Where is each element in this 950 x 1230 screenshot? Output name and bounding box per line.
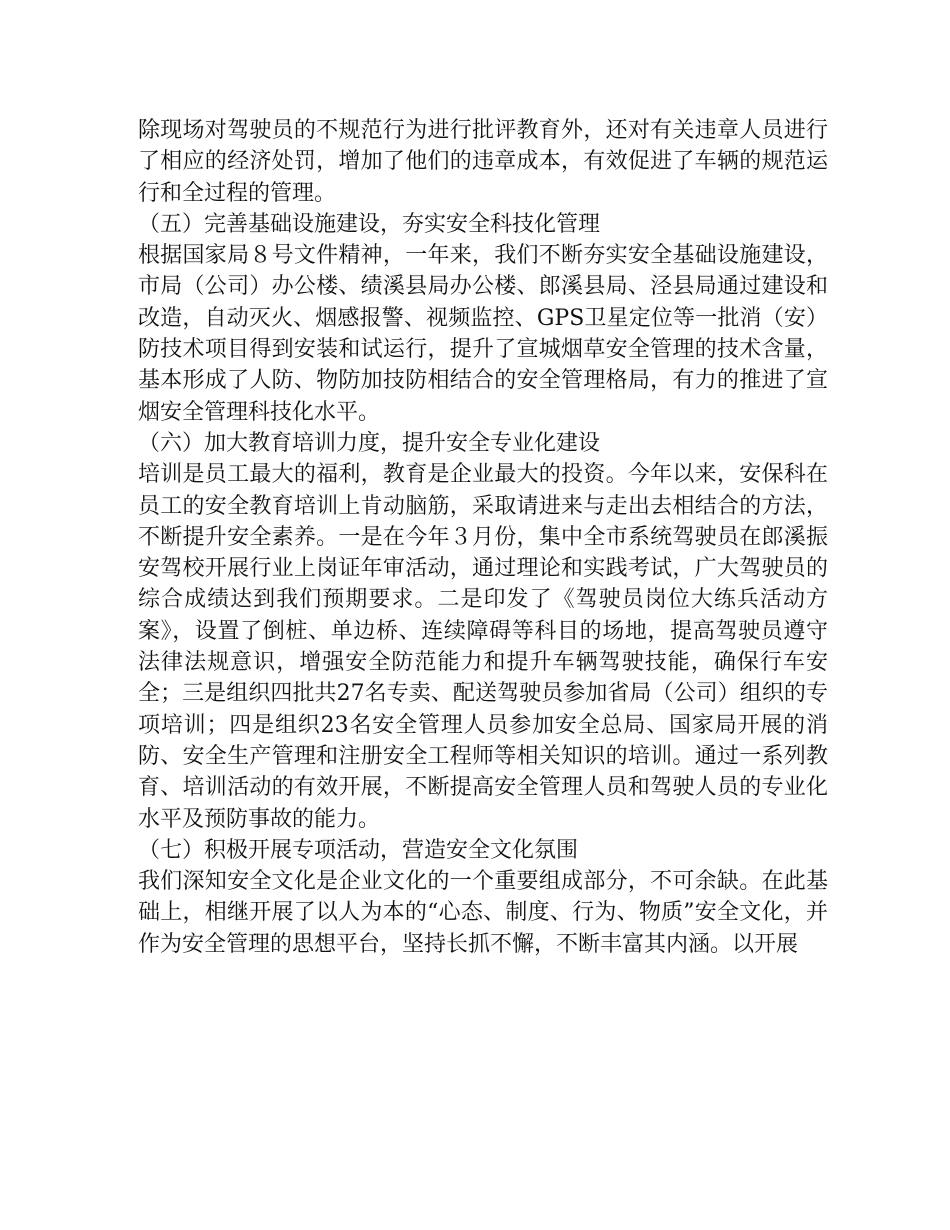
section-heading-6: （六）加大教育培训力度，提升安全专业化建设 bbox=[138, 430, 601, 456]
paragraph-training: 培训是员工最大的福利，教育是企业最大的投资。今年以来，安保科在员工的安全教育培训上肯动脑筋，采取请进来与走出去相结合的方法，不断提升安全素养。一是在今年３月份，集中全市系统驾驶员在郎溪振安驾校开展行业上岗证年审活动，通过理论和实践考试，广大驾驶员的综合成绩达到我们预期要求。二是印发了《驾驶员岗位大练兵活动方案》，设置了倒桩、单边桥、连续障碍等科目的场地，提高驾驶员遵守法律法规意识，增强安全防范能力和提升车辆驾驶技能，确保行车安全；三是组织四批共27名专卖、配送驾驶员参加省局（公司）组织的专项培训；四是组织23名安全管理人员参加安全总局、国家局开展的消防、安全生产管理和注册安全工程师等相关知识的培训。通过一系列教育、培训活动的有效开展，不断提高安全管理人员和驾驶人员的专业化水平及预防事故的能力。 bbox=[138, 462, 828, 832]
section-heading-7: （七）积极开展专项活动，营造安全文化氛围 bbox=[138, 837, 579, 863]
paragraph-safety-culture: 我们深知安全文化是企业文化的一个重要组成部分，不可余缺。在此基础上，相继开展了以人为本的“心态、制度、行为、物质”安全文化，并作为安全管理的思想平台，坚持长抓不懈，不断丰富其内涵。以开展 bbox=[138, 869, 828, 957]
section-heading-5: （五）完善基础设施建设，夯实安全科技化管理 bbox=[138, 211, 601, 237]
document-body bbox=[138, 115, 828, 960]
paragraph-continuation: 除现场对驾驶员的不规范行为进行批评教育外，还对有关违章人员进行了相应的经济处罚，增加了他们的违章成本，有效促进了车辆的规范运行和全过程的管理。 bbox=[138, 118, 828, 206]
paragraph-infrastructure: 根据国家局８号文件精神，一年来，我们不断夯实安全基础设施建设，市局（公司）办公楼、绩溪县局办公楼、郎溪县局、泾县局通过建设和改造，自动灭火、烟感报警、视频监控、GPS卫星定位等一批消（安）防技术项目得到安装和试运行，提升了宣城烟草安全管理的技术含量，基本形成了人防、物防加技防相结合的安全管理格局，有力的推进了宣烟安全管理科技化水平。 bbox=[138, 243, 828, 425]
